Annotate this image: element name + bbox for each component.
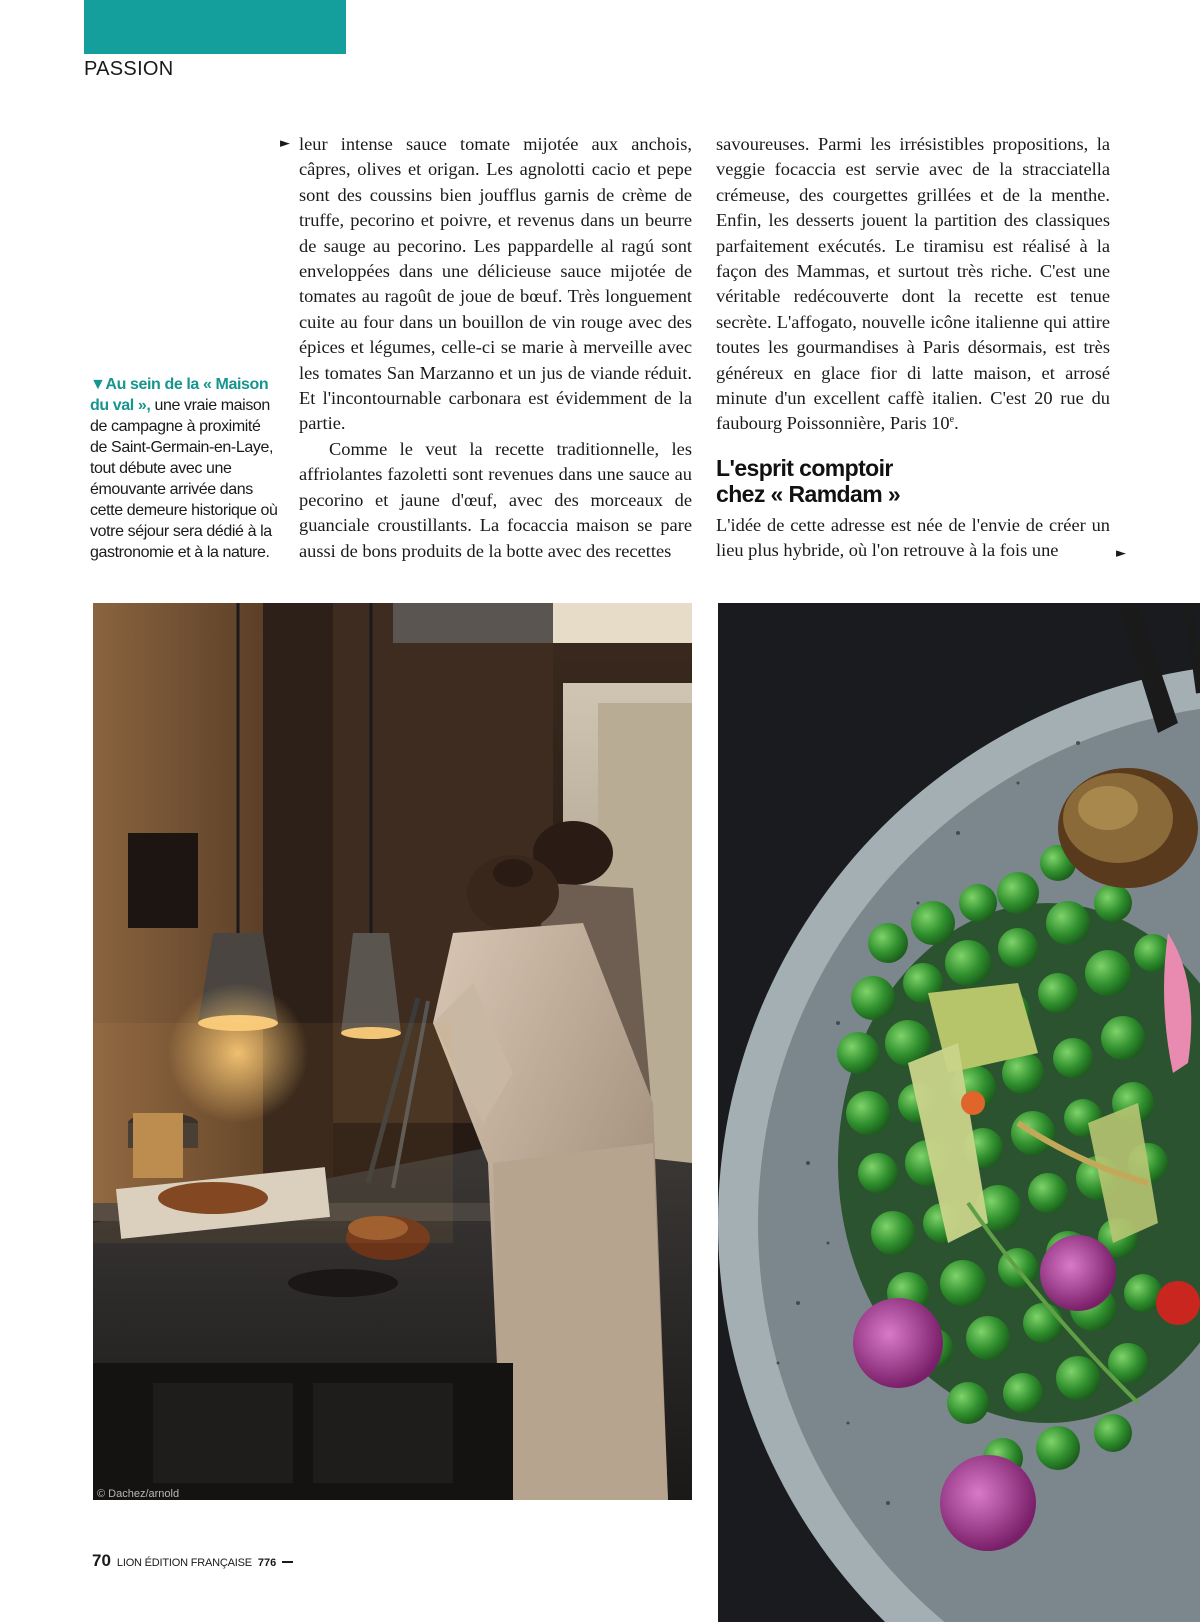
photo-caption (90, 374, 278, 563)
issue-number: 776 (257, 1557, 277, 1569)
article-paragraph: Comme le veut la recette traditionnelle, les affriolantes fazoletti sont revenues dans une sauce au pecorino et jaune d'œuf, avec des morceaux de guanciale croustillants. La focaccia maison se pare aussi de bons produits de la botte avec des recettes (299, 438, 692, 561)
article-paragraph: L'idée de cette adresse est née de l'envie de créer un lieu plus hybride, où l'on retrouve à la fois une (716, 514, 1110, 561)
article-column-right (716, 132, 1110, 564)
caption-body: une vraie maison de campagne à proximité de Saint-Germain-en-Laye, tout débute avec une émouvante arrivée dans cette demeure historique où votre séjour sera dédié à la gastronomie et à la nature. (90, 397, 278, 561)
footer-dash (282, 1561, 293, 1563)
article-paragraph: savoureuses. Parmi les irrésistibles propositions, la veggie focaccia est servie avec de la stracciatella crémeuse, des courgettes grillées et de la menthe. Enfin, les desserts jouent la partition des classiques parfaitement exécutés. Le tiramisu est réalisé à la façon des Mammas, et surtout très riche. C'est une véritable redécouverte dont la recette est tenue secrète. L'affogato, nouvelle icône italienne qui attire toutes les gourmandises à Paris désormais, est très généreux en glace fior di latte maison, et arrosé minute d'un excellent caffè italien. C'est 20 rue du faubourg Poissonnière, Paris 10e. (716, 134, 1110, 434)
continued-on-arrow-icon: ► (1116, 546, 1126, 561)
caption-lead: ▼Au sein de la « Maison du val », (90, 376, 269, 414)
kitchen-scene-illustration (93, 603, 692, 1500)
page-number: 70 (92, 1551, 111, 1570)
photo-credit: © Dachez/arnold (97, 1488, 180, 1500)
article-column-middle (299, 132, 692, 564)
article-paragraph: leur intense sauce tomate mijotée aux anchois, câpres, olives et origan. Les agnolotti cacio et pepe sont des coussins bien joufflus garnis de crème de truffe, pecorino et poivre, et revenus dans un beurre de sauge au pecorino. Les pappardelle al ragú sont enveloppées dans une délicieuse sauce mijotée de tomates au ragoût de joue de bœuf. Très longuement cuite au four dans un bouillon de vin rouge avec des épices et légumes, celle-ci se marie à merveille avec les tomates San Marzanno et un jus de viande réduit. Et l'incontournable carbonara est évidemment de la partie. (299, 134, 692, 434)
publication-name: LION ÉDITION FRANÇAISE (116, 1557, 252, 1569)
section-color-band (84, 0, 346, 54)
page-footer (92, 1551, 293, 1571)
section-label: PASSION (84, 58, 174, 80)
continued-from-arrow-icon: ► (280, 136, 290, 151)
dish-photo (718, 603, 1200, 1622)
pea-dish-illustration (718, 603, 1200, 1622)
kitchen-photo (93, 603, 692, 1500)
section-subheading: L'esprit comptoir chez « Ramdam » (716, 454, 901, 507)
